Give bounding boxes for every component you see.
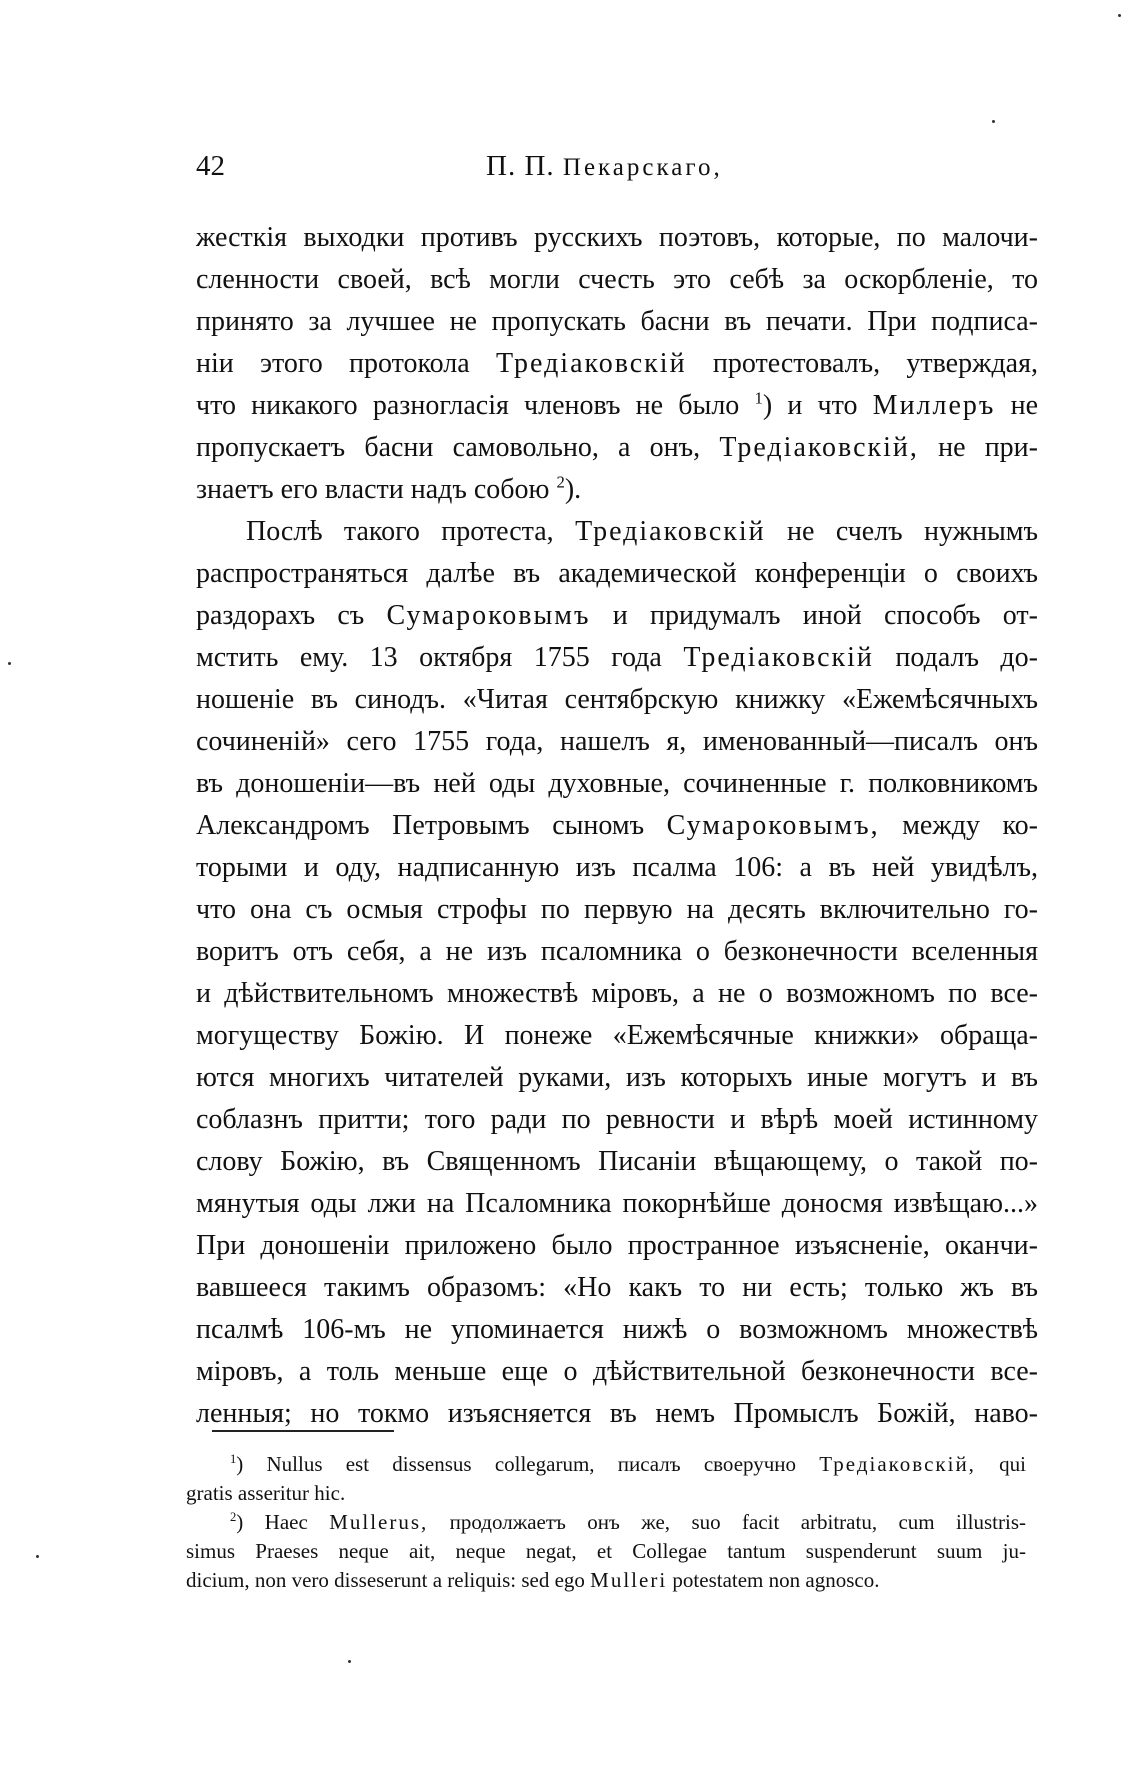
text-run: не при- [918, 432, 1038, 463]
spaced-name: Сумароковымъ, [666, 810, 880, 841]
text-line: сленности своей, всѣ могли счесть это себѣ за оскорбленіе, то [196, 264, 1038, 295]
scan-speck [8, 662, 11, 665]
spaced-name: Сумароковымъ [386, 600, 591, 631]
text-run: раздорахъ съ [196, 600, 387, 631]
footnote-line [186, 1508, 1026, 1537]
text-run: ) и что [762, 390, 873, 421]
text-run: протестовалъ, утверждая, [686, 348, 1038, 379]
footnote-rule [212, 1430, 394, 1432]
text-line: торыми и оду, надписанную изъ псалма 106: а въ ней увидѣлъ, [196, 852, 1038, 883]
text-run: ніи этого протокола [196, 348, 496, 379]
text-line [196, 469, 1038, 511]
text-run: и придумалъ иной способъ от- [590, 600, 1038, 631]
footnote-line: gratis asseritur hic. [186, 1481, 346, 1505]
text-run: dicium, non vero disseserunt a reliquis: sed ego [186, 1568, 591, 1592]
text-line: могуществу Божію. И понеже «Ежемѣсячные книжки» обраща- [196, 1020, 1038, 1051]
text-run: Александромъ Петровымъ сыномъ [196, 810, 667, 841]
text-line: міровъ, а толь меньше еще о дѣйствительной безконечности все- [196, 1356, 1038, 1387]
spaced-name: Mulleri [590, 1568, 668, 1592]
text-run: пропускаетъ басни самовольно, а онъ, [196, 432, 720, 463]
footnote-line: simus Praeses neque ait, neque negat, et Collegae tantum suspenderunt suum ju- [186, 1539, 1026, 1563]
text-line: псалмѣ 106-мъ не упоминается нижѣ о возможномъ множествѣ [196, 1314, 1038, 1345]
text-line [196, 385, 1038, 427]
running-title-name: Пекарскаго, [562, 154, 723, 181]
text-line: ношеніе въ синодъ. «Читая сентябрскую книжку «Ежемѣсячныхъ [196, 684, 1038, 715]
footnote-line [186, 1450, 1026, 1479]
spaced-name: Миллеръ [872, 390, 996, 421]
text-line [196, 595, 1038, 637]
running-header [196, 150, 776, 190]
text-line: ются многихъ читателей руками, изъ которыхъ иные могутъ и въ [196, 1062, 1038, 1093]
text-line: сочиненій» сего 1755 года, нашелъ я, именованный—писалъ онъ [196, 726, 1038, 757]
text-run: potestatem non agnosco. [667, 1568, 880, 1592]
text-line: и дѣйствительномъ множествѣ міровъ, а не о возможномъ по все- [196, 978, 1038, 1009]
text-run: qui [975, 1452, 1026, 1476]
text-run: знаетъ его власти надъ собою [196, 474, 557, 505]
paragraph-1 [196, 217, 1038, 511]
text-line [196, 637, 1038, 679]
body-text [196, 217, 1038, 1435]
text-line [196, 511, 1038, 553]
running-title [486, 150, 723, 183]
spaced-name: Тредіаковскій, [719, 432, 919, 463]
scan-speck [348, 1660, 351, 1663]
footnote-ref-1: 1 [754, 388, 763, 408]
spaced-name: Mullerus, [329, 1510, 429, 1534]
text-line [196, 343, 1038, 385]
footnotes [186, 1450, 1026, 1595]
footnote-1 [186, 1450, 1026, 1508]
text-line: принято за лучшее не пропускать басни въ печати. При подписа- [196, 306, 1038, 337]
text-run: что никакого разногласія членовъ не было [196, 390, 755, 421]
footnote-2 [186, 1508, 1026, 1595]
text-run: подалъ до- [873, 642, 1038, 673]
text-line: жесткія выходки противъ русскихъ поэтовъ, которые, по малочи- [196, 222, 1038, 253]
text-run: ). [564, 474, 582, 505]
text-run: не [995, 390, 1038, 421]
spaced-name: Тредіаковскій, [819, 1452, 976, 1476]
text-line: въ доношеніи—въ ней оды духовные, сочиненные г. полковникомъ [196, 768, 1038, 799]
footnote-marker: 1 [230, 1452, 237, 1466]
text-run: между ко- [879, 810, 1039, 841]
text-run: продолжаетъ онъ же, suo facit arbitratu, cum illustris- [428, 1510, 1027, 1534]
text-run: ) Nullus est dissensus collegarum, писалъ своеручно [236, 1452, 820, 1476]
text-line: распространяться далѣе въ академической конференціи о своихъ [196, 558, 1038, 589]
text-run: ) Haec [236, 1510, 330, 1534]
scan-speck [992, 120, 995, 123]
text-run: не счелъ нужнымъ [765, 516, 1038, 547]
text-line [196, 805, 1038, 847]
text-line: ленныя; но токмо изъясняется въ немъ Промыслъ Божій, наво- [196, 1398, 1038, 1429]
footnote-marker: 2 [230, 1510, 237, 1524]
text-line: слову Божію, въ Священномъ Писаніи вѣщающему, о такой по- [196, 1146, 1038, 1177]
text-line: При доношеніи приложено было пространное изъясненіе, оканчи- [196, 1230, 1038, 1261]
paragraph-2 [196, 511, 1038, 1435]
text-line: вавшееся такимъ образомъ: «Но какъ то ни есть; только жъ въ [196, 1272, 1038, 1303]
spaced-name: Тредіаковскій [575, 516, 766, 547]
page-number: 42 [196, 150, 225, 182]
text-line: воритъ отъ себя, а не изъ псаломника о безконечности вселенныя [196, 936, 1038, 967]
footnote-line [186, 1566, 1026, 1595]
scan-speck [1118, 14, 1121, 17]
spaced-name: Тредіаковскій [495, 348, 687, 379]
spaced-name: Тредіаковскій [683, 642, 874, 673]
running-title-prefix: П. П. [486, 150, 563, 182]
text-run: мстить ему. 13 октября 1755 года [196, 642, 684, 673]
footnote-ref-2: 2 [556, 472, 565, 492]
text-line: соблазнъ притти; того ради по ревности и вѣрѣ моей истинному [196, 1104, 1038, 1135]
text-line: мянутыя оды лжи на Псаломника покорнѣйше доносмя извѣщаю...» [196, 1188, 1038, 1219]
text-line [196, 427, 1038, 469]
text-line: что она съ осмыя строфы по первую на десять включительно го- [196, 894, 1038, 925]
text-run: Послѣ такого протеста, [246, 516, 576, 547]
scan-speck [36, 1555, 39, 1558]
